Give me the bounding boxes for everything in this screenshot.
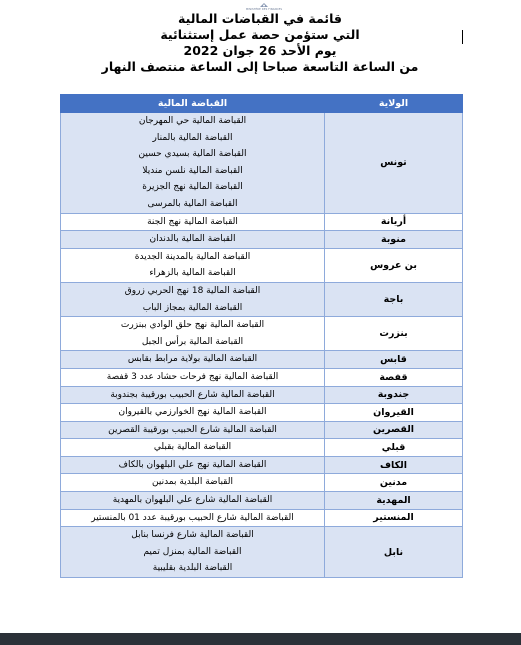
office-name: القباضة المالية شارع علي البلهوان بالمهدية [112, 495, 273, 506]
offices-table [60, 94, 463, 578]
governorate-cell: بنزرت [325, 317, 463, 351]
table-row [61, 368, 463, 386]
table-row [61, 456, 463, 474]
offices-cell [61, 282, 325, 316]
office-name: القباضة المالية نهج الجنة [147, 216, 238, 227]
table-row [61, 351, 463, 369]
office-name: القباضة المالية نلسن منديلا [142, 165, 243, 176]
offices-cell [61, 404, 325, 422]
office-name: القباضة المالية شارع الحبيب بورقيبة عدد 01 بالمنستير [91, 512, 294, 523]
offices-cell [61, 386, 325, 404]
offices-cell [61, 317, 325, 351]
table-row [61, 421, 463, 439]
office-name: القباضة المالية شارع الحبيب بورقيبة بجندوبة [110, 389, 275, 400]
office-name: القباضة المالية شارع الحبيب بورقيبة القصرين [108, 424, 277, 435]
table-row [61, 386, 463, 404]
viewer-bottom-bar [0, 633, 521, 645]
title-line-2: التي ستؤمن حصة عمل إستثنائية [160, 27, 360, 42]
governorate-cell: قابس [325, 351, 463, 369]
office-name: القباضة المالية حي المهرجان [138, 116, 247, 126]
governorate-cell: جندوبة [325, 386, 463, 404]
office-name: القباضة المالية بمنزل تميم [143, 546, 242, 557]
table-row [61, 113, 463, 214]
offices-cell [61, 527, 325, 578]
table-row [61, 248, 463, 282]
ministry-logo [244, 2, 284, 11]
office-name: القباضة المالية بالمدينة الجديدة [134, 251, 251, 262]
table-header-row [61, 95, 463, 113]
offices-cell [61, 248, 325, 282]
office-name: القباضة المالية برأس الجبل [141, 336, 244, 347]
office-name: القباضة المالية بالمرسى [147, 198, 238, 209]
table-row [61, 527, 463, 578]
office-name: القباضة البلدية بمدنين [152, 477, 233, 488]
office-name: القباضة المالية نهج الجزيرة [142, 182, 243, 193]
offices-cell [61, 421, 325, 439]
office-name: القباضة المالية بقبلي [153, 442, 232, 453]
table-body [61, 113, 463, 578]
office-name: القباضة المالية نهج الخوارزمي بالقيروان [118, 407, 267, 418]
office-name: القباضة المالية بالدندان [149, 234, 236, 245]
governorate-cell: أريانة [325, 213, 463, 231]
governorate-cell: القصرين [325, 421, 463, 439]
table-row [61, 474, 463, 492]
offices-cell [61, 113, 325, 214]
governorate-cell: منوبة [325, 231, 463, 249]
governorate-cell: القيروان [325, 404, 463, 422]
office-name: القباضة المالية نهج فرحات حشاد عدد 3 قفصة [106, 371, 279, 382]
office-name: القباضة المالية 18 نهج الحربي زروق [124, 285, 261, 296]
document-title [90, 11, 430, 75]
text-cursor [462, 30, 463, 44]
office-name: القباضة المالية بولاية مرابط بقابس [127, 354, 258, 365]
header-office: القباضة المالية [61, 95, 325, 113]
title-line-4: من الساعة التاسعة صباحا إلى الساعة منتصف النهار [101, 59, 419, 74]
table-row [61, 231, 463, 249]
table-row [61, 404, 463, 422]
governorate-cell: قفصة [325, 368, 463, 386]
header-governorate: الولاية [325, 95, 463, 113]
title-line-1: قائمة في القباضات المالية [178, 11, 342, 26]
governorate-cell: مدنين [325, 474, 463, 492]
office-name: القباضة البلدية بقليبية [152, 563, 233, 574]
office-name: القباضة المالية بالمنار [152, 132, 233, 143]
offices-cell [61, 439, 325, 457]
office-name: القباضة المالية نهج حلق الوادي ببنزرت [120, 320, 265, 331]
governorate-cell: بن عروس [325, 248, 463, 282]
table-row [61, 213, 463, 231]
governorate-cell: تونس [325, 113, 463, 214]
office-name: القباضة المالية بسيدي حسين [138, 149, 247, 160]
ministry-logo-text: MINISTÈRE DES FINANCES [245, 8, 283, 11]
offices-cell [61, 456, 325, 474]
governorate-cell: المهدية [325, 492, 463, 510]
table-row [61, 492, 463, 510]
offices-cell [61, 213, 325, 231]
table-row [61, 282, 463, 316]
office-name: القباضة المالية نهج علي البلهوان بالكاف [118, 459, 267, 470]
offices-cell [61, 509, 325, 527]
governorate-cell: نابل [325, 527, 463, 578]
offices-cell [61, 474, 325, 492]
table-row [61, 439, 463, 457]
office-name: القباضة المالية شارع فرنسا بنابل [131, 530, 254, 541]
offices-cell [61, 368, 325, 386]
offices-cell [61, 351, 325, 369]
office-name: القباضة المالية بمجاز الباب [142, 302, 243, 313]
governorate-cell: باجة [325, 282, 463, 316]
title-line-3: يوم الأحد 26 جوان 2022 [183, 43, 337, 58]
office-name: القباضة المالية بالزهراء [149, 268, 236, 279]
offices-cell [61, 492, 325, 510]
governorate-cell: المنستير [325, 509, 463, 527]
governorate-cell: قبلي [325, 439, 463, 457]
table-row [61, 509, 463, 527]
table-row [61, 317, 463, 351]
offices-cell [61, 231, 325, 249]
governorate-cell: الكاف [325, 456, 463, 474]
